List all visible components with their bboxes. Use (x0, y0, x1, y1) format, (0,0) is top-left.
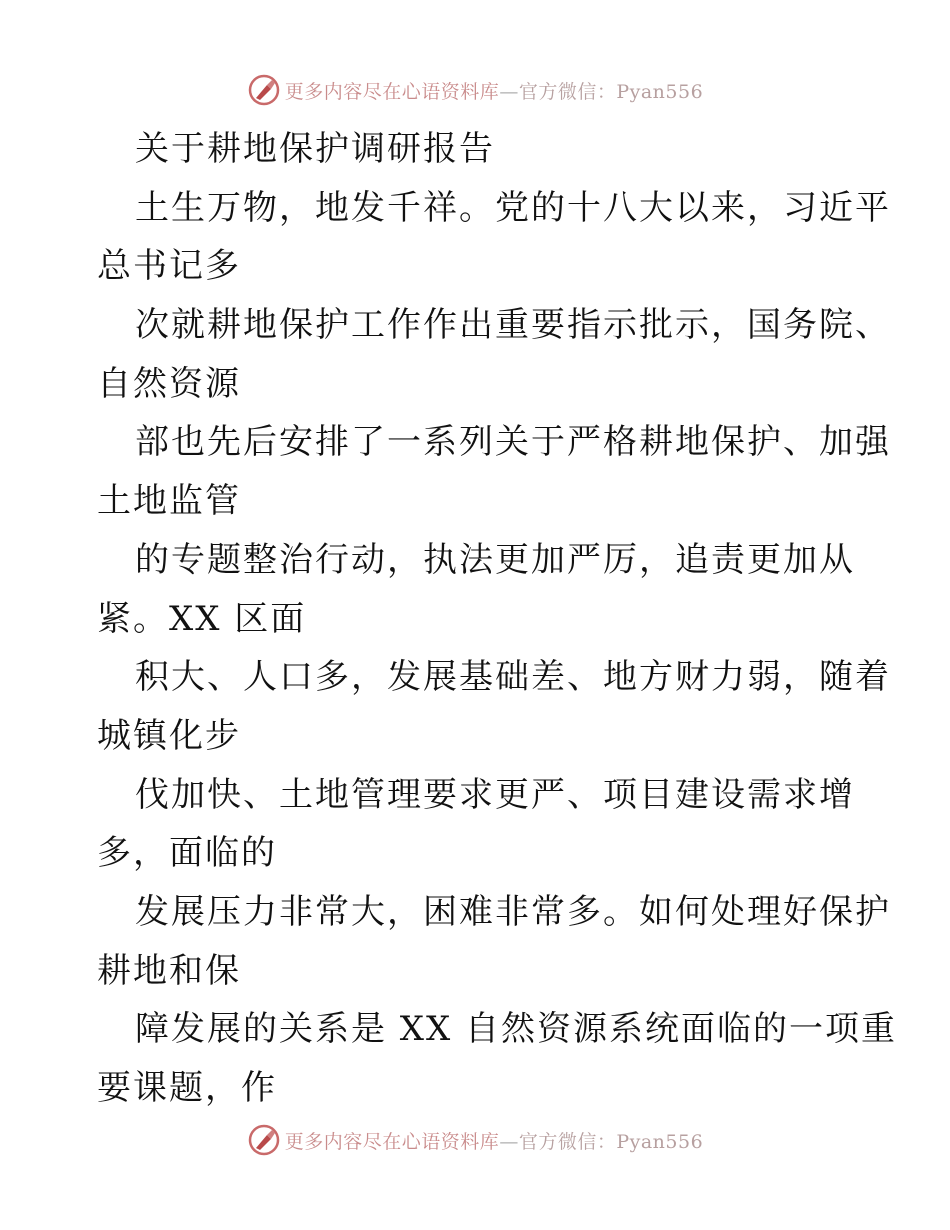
text-line: 障发展的关系是 XX 自然资源系统面临的一项重 (135, 1009, 898, 1050)
text-line: 城镇化步 (97, 715, 241, 756)
text-line: 的专题整治行动，执法更加严厉，追责更加从 (135, 539, 855, 580)
banner-separator: — (499, 80, 519, 103)
pen-nib-icon (247, 1123, 281, 1157)
text-line: 多，面临的 (97, 833, 277, 874)
banner-separator: — (499, 1130, 519, 1153)
text-line: 伐加快、土地管理要求更严、项目建设需求增 (135, 774, 855, 815)
banner-text: 更多内容尽在心语资料库 (284, 80, 500, 103)
header-watermark (0, 70, 950, 110)
banner-wechat-label: 官方微信： (518, 1130, 617, 1153)
text-line: 积大、人口多，发展基础差、地方财力弱，随着 (135, 657, 891, 698)
text-line: 自然资源 (97, 363, 241, 404)
document-body (97, 120, 898, 1118)
text-line: 耕地和保 (97, 950, 241, 991)
text-line: 紧。XX 区面 (97, 598, 307, 639)
text-line: 要课题，作 (97, 1068, 277, 1108)
text-line: 总书记多 (97, 246, 241, 287)
document-title: 关于耕地保护调研报告 (135, 129, 495, 169)
text-line: 土地监管 (97, 481, 241, 522)
banner-wechat-id: Pyan556 (616, 80, 704, 103)
banner-text: 更多内容尽在心语资料库 (284, 1130, 500, 1153)
text-line: 土生万物，地发千祥。党的十八大以来，习近平 (135, 187, 891, 228)
banner-wechat-label: 官方微信： (518, 80, 617, 103)
paragraph-lines (97, 179, 898, 1118)
text-line: 发展压力非常大，困难非常多。如何处理好保护 (135, 891, 891, 932)
text-line: 部也先后安排了一系列关于严格耕地保护、加强 (135, 422, 891, 463)
pen-nib-icon (247, 73, 281, 107)
text-line: 次就耕地保护工作作出重要指示批示，国务院、 (135, 305, 891, 346)
banner-wechat-id: Pyan556 (616, 1130, 704, 1153)
footer-watermark (0, 1120, 950, 1160)
